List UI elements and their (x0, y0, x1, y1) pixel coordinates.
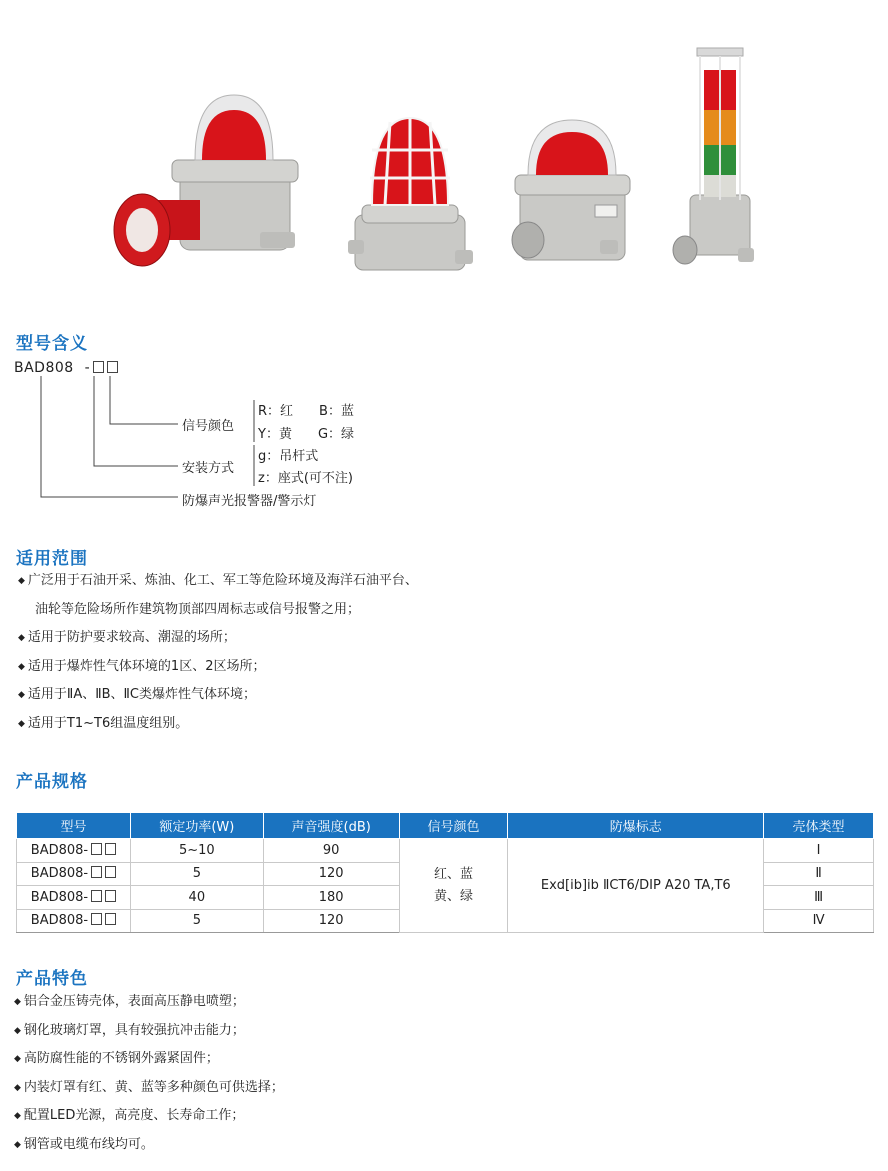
bullet-icon: ◆ (18, 661, 25, 672)
cell-power: 5~10 (130, 839, 263, 863)
bullet-icon: ◆ (14, 1025, 21, 1036)
spec-title: 产品规格 (16, 772, 88, 792)
bullet-icon: ◆ (14, 1139, 21, 1150)
header-ex-mark: 防爆标志 (508, 813, 764, 839)
cell-power: 5 (130, 909, 263, 933)
scope-item: ◆ 广泛用于石油开采、炼油、化工、军工等危险环境及海洋石油平台、 (18, 573, 418, 588)
cell-signal-color: 红、蓝 黄、绿 (399, 839, 508, 933)
table-row (17, 839, 874, 863)
bullet-icon: ◆ (14, 1082, 21, 1093)
meaning-title: 型号含义 (16, 334, 88, 354)
model-diagram-lines (0, 0, 888, 520)
cell-power: 5 (130, 862, 263, 886)
header-power: 额定功率(W) (130, 813, 263, 839)
install-method-row-2: z：座式(可不注) (258, 471, 353, 486)
signal-color-row-1: R：红 B：蓝 (258, 404, 354, 419)
feature-item: ◆ 钢化玻璃灯罩，具有较强抗冲击能力； (14, 1022, 245, 1038)
features-list (14, 988, 284, 1159)
bullet-icon: ◆ (18, 633, 25, 643)
cell-db: 90 (263, 839, 399, 863)
scope-item: ◆ 适用于防护要求较高、潮湿的场所； (18, 630, 236, 645)
cell-model: BAD808- (17, 909, 131, 933)
feature-item: ◆ 高防腐性能的不锈钢外露紧固件； (14, 1051, 219, 1066)
cell-db: 120 (263, 862, 399, 886)
scope-item: ◆ 适用于ⅡA、ⅡB、ⅡC类爆炸性气体环境； (18, 687, 257, 702)
cell-shell: Ⅲ (764, 886, 874, 910)
cell-db: 180 (263, 886, 399, 910)
install-method-row-1: g：吊杆式 (258, 449, 319, 464)
cell-model: BAD808- (17, 886, 131, 910)
cell-shell: Ⅰ (764, 839, 874, 863)
bullet-icon: ◆ (14, 1111, 21, 1121)
feature-item: ◆ 配置LED光源，高亮度、长寿命工作； (14, 1108, 245, 1123)
features-title: 产品特色 (16, 969, 88, 989)
bullet-icon: ◆ (18, 690, 25, 700)
scope-item: 油轮等危险场所作建筑物顶部四周标志或信号报警之用； (35, 601, 361, 617)
header-shell-type: 壳体类型 (764, 813, 874, 839)
bullet-icon: ◆ (18, 718, 25, 729)
signal-color-row-2: Y：黄 G：绿 (258, 427, 355, 442)
cell-ex-mark: Exd[ib]ib ⅡCT6/DIP A20 TA,T6 (508, 839, 764, 933)
spec-header-row (17, 813, 874, 839)
model-dash: - (84, 360, 91, 376)
bullet-icon: ◆ (18, 576, 25, 586)
cell-power: 40 (130, 886, 263, 910)
product-type-label: 防爆声光报警器/警示灯 (182, 494, 317, 509)
feature-item: ◆ 内装灯罩有红、黄、蓝等多种颜色可供选择； (14, 1079, 284, 1095)
header-sound: 声音强度(dB) (263, 813, 399, 839)
bullet-icon: ◆ (14, 1054, 21, 1064)
signal-color-label: 信号颜色 (182, 419, 235, 434)
model-name: BAD808 (14, 360, 74, 376)
cell-shell: Ⅳ (764, 909, 874, 933)
cell-db: 120 (263, 909, 399, 933)
cell-model: BAD808- (17, 862, 131, 886)
header-model: 型号 (17, 813, 131, 839)
scope-title: 适用范围 (16, 549, 88, 569)
cell-shell: Ⅱ (764, 862, 874, 886)
cell-model: BAD808- (17, 839, 131, 863)
bullet-icon: ◆ (14, 997, 21, 1007)
scope-list (18, 567, 418, 738)
scope-item: ◆ 适用于爆炸性气体环境的1区、2区场所； (18, 658, 266, 674)
spec-table (16, 812, 874, 933)
install-method-label: 安装方式 (182, 461, 235, 476)
scope-item: ◆ 适用于T1~T6组温度组别。 (18, 715, 189, 731)
feature-item: ◆ 铝合金压铸壳体，表面高压静电喷塑； (14, 994, 245, 1009)
feature-item: ◆ 钢管或电缆布线均可。 (14, 1136, 154, 1152)
header-signal-color: 信号颜色 (399, 813, 508, 839)
